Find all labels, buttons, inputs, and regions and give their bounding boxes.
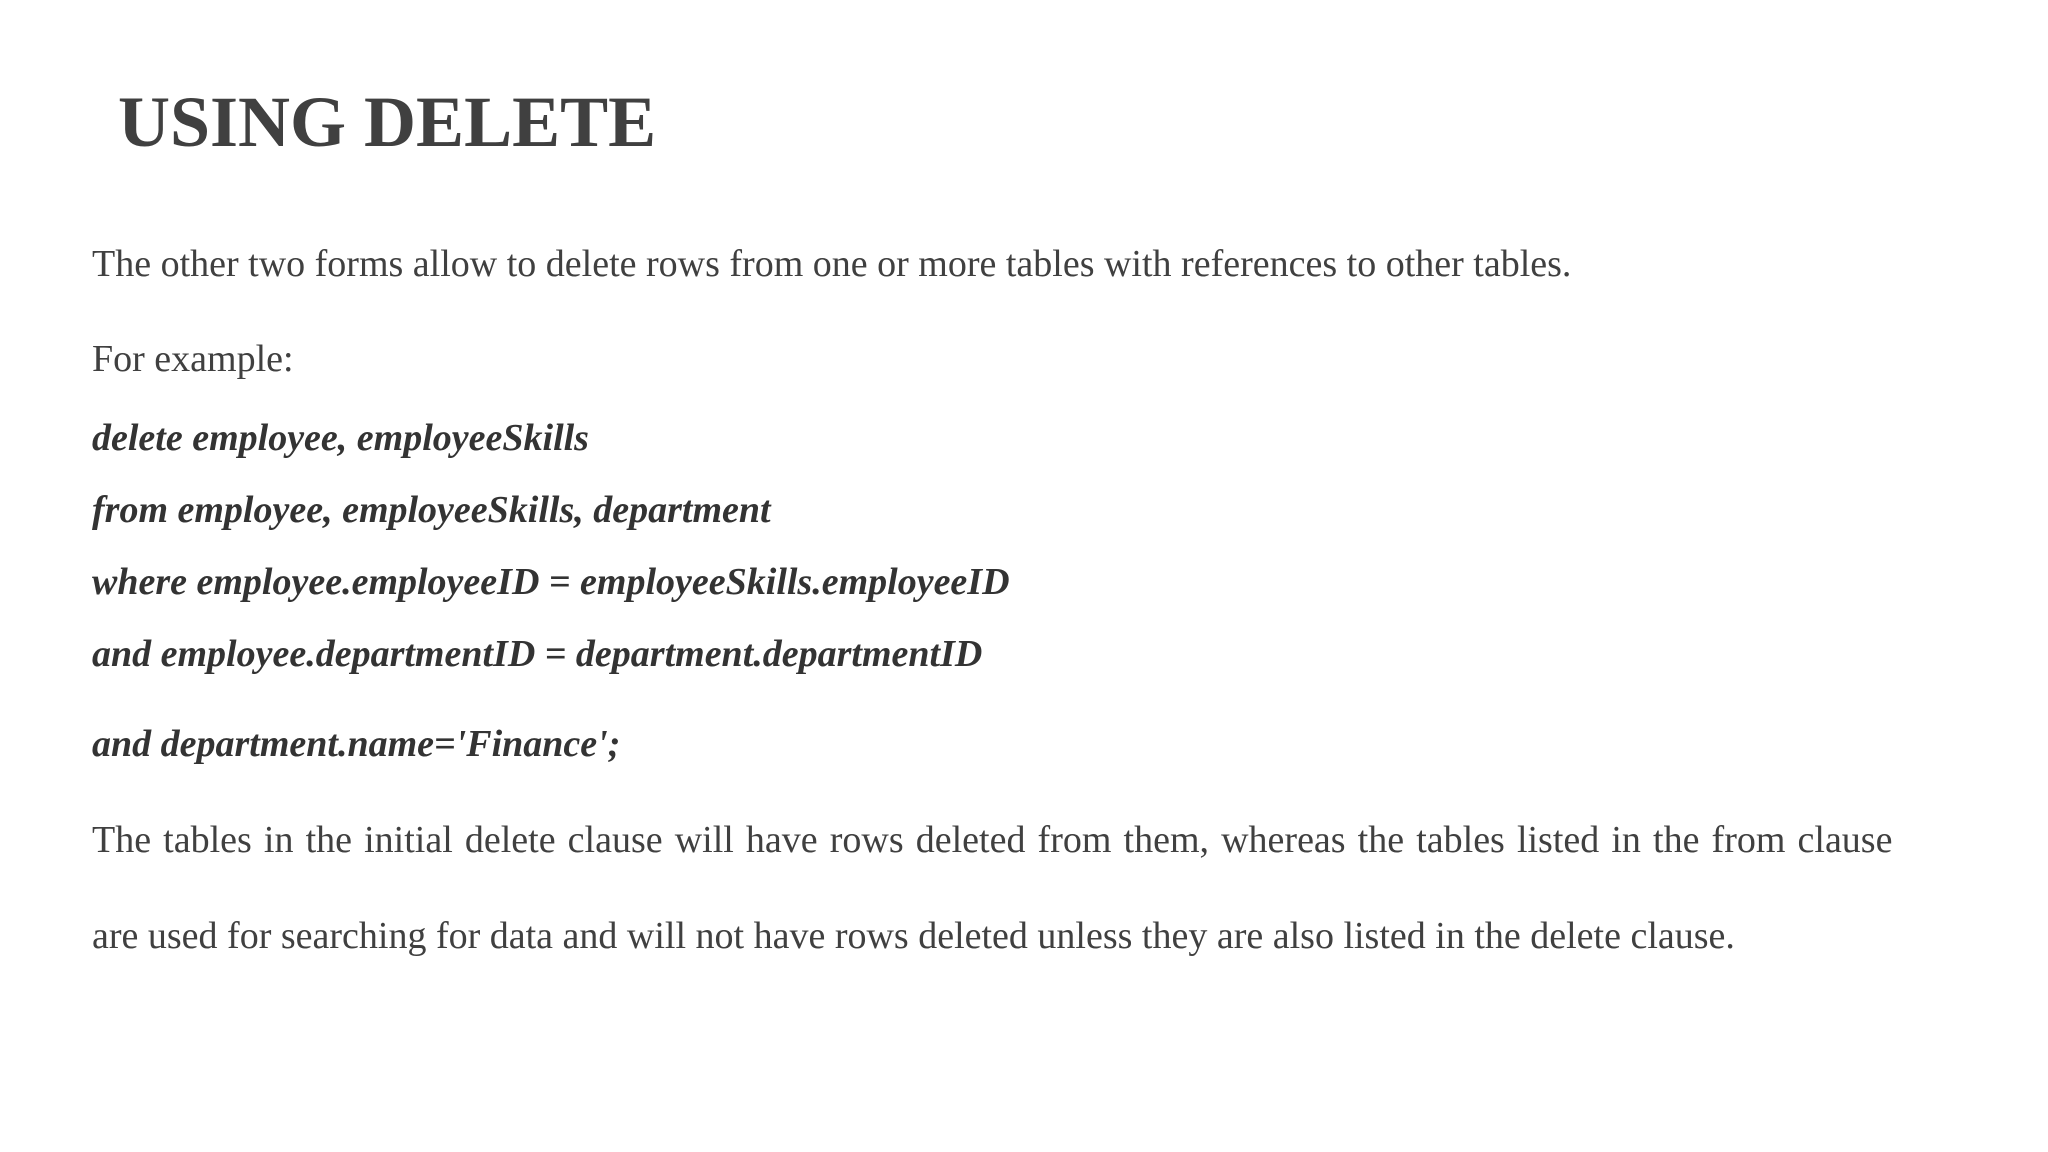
code-line: where employee.employeeID = employeeSkills.employeeID (92, 561, 1010, 603)
code-line: delete employee, employeeSkills (92, 417, 589, 459)
code-line: and department.name='Finance'; (92, 723, 621, 765)
slide-title: USING DELETE (118, 82, 657, 162)
code-line: and employee.departmentID = department.departmentID (92, 633, 983, 675)
code-line: from employee, employeeSkills, department (92, 489, 771, 531)
explanation-line: The tables in the initial delete clause will have rows deleted from them, whereas the tables listed in the from clause (92, 819, 1893, 861)
intro-text: The other two forms allow to delete rows from one or more tables with references to other tables. (92, 243, 1572, 285)
explanation-line: are used for searching for data and will not have rows deleted unless they are also listed in the delete clause. (92, 915, 1735, 957)
example-label: For example: (92, 338, 294, 380)
